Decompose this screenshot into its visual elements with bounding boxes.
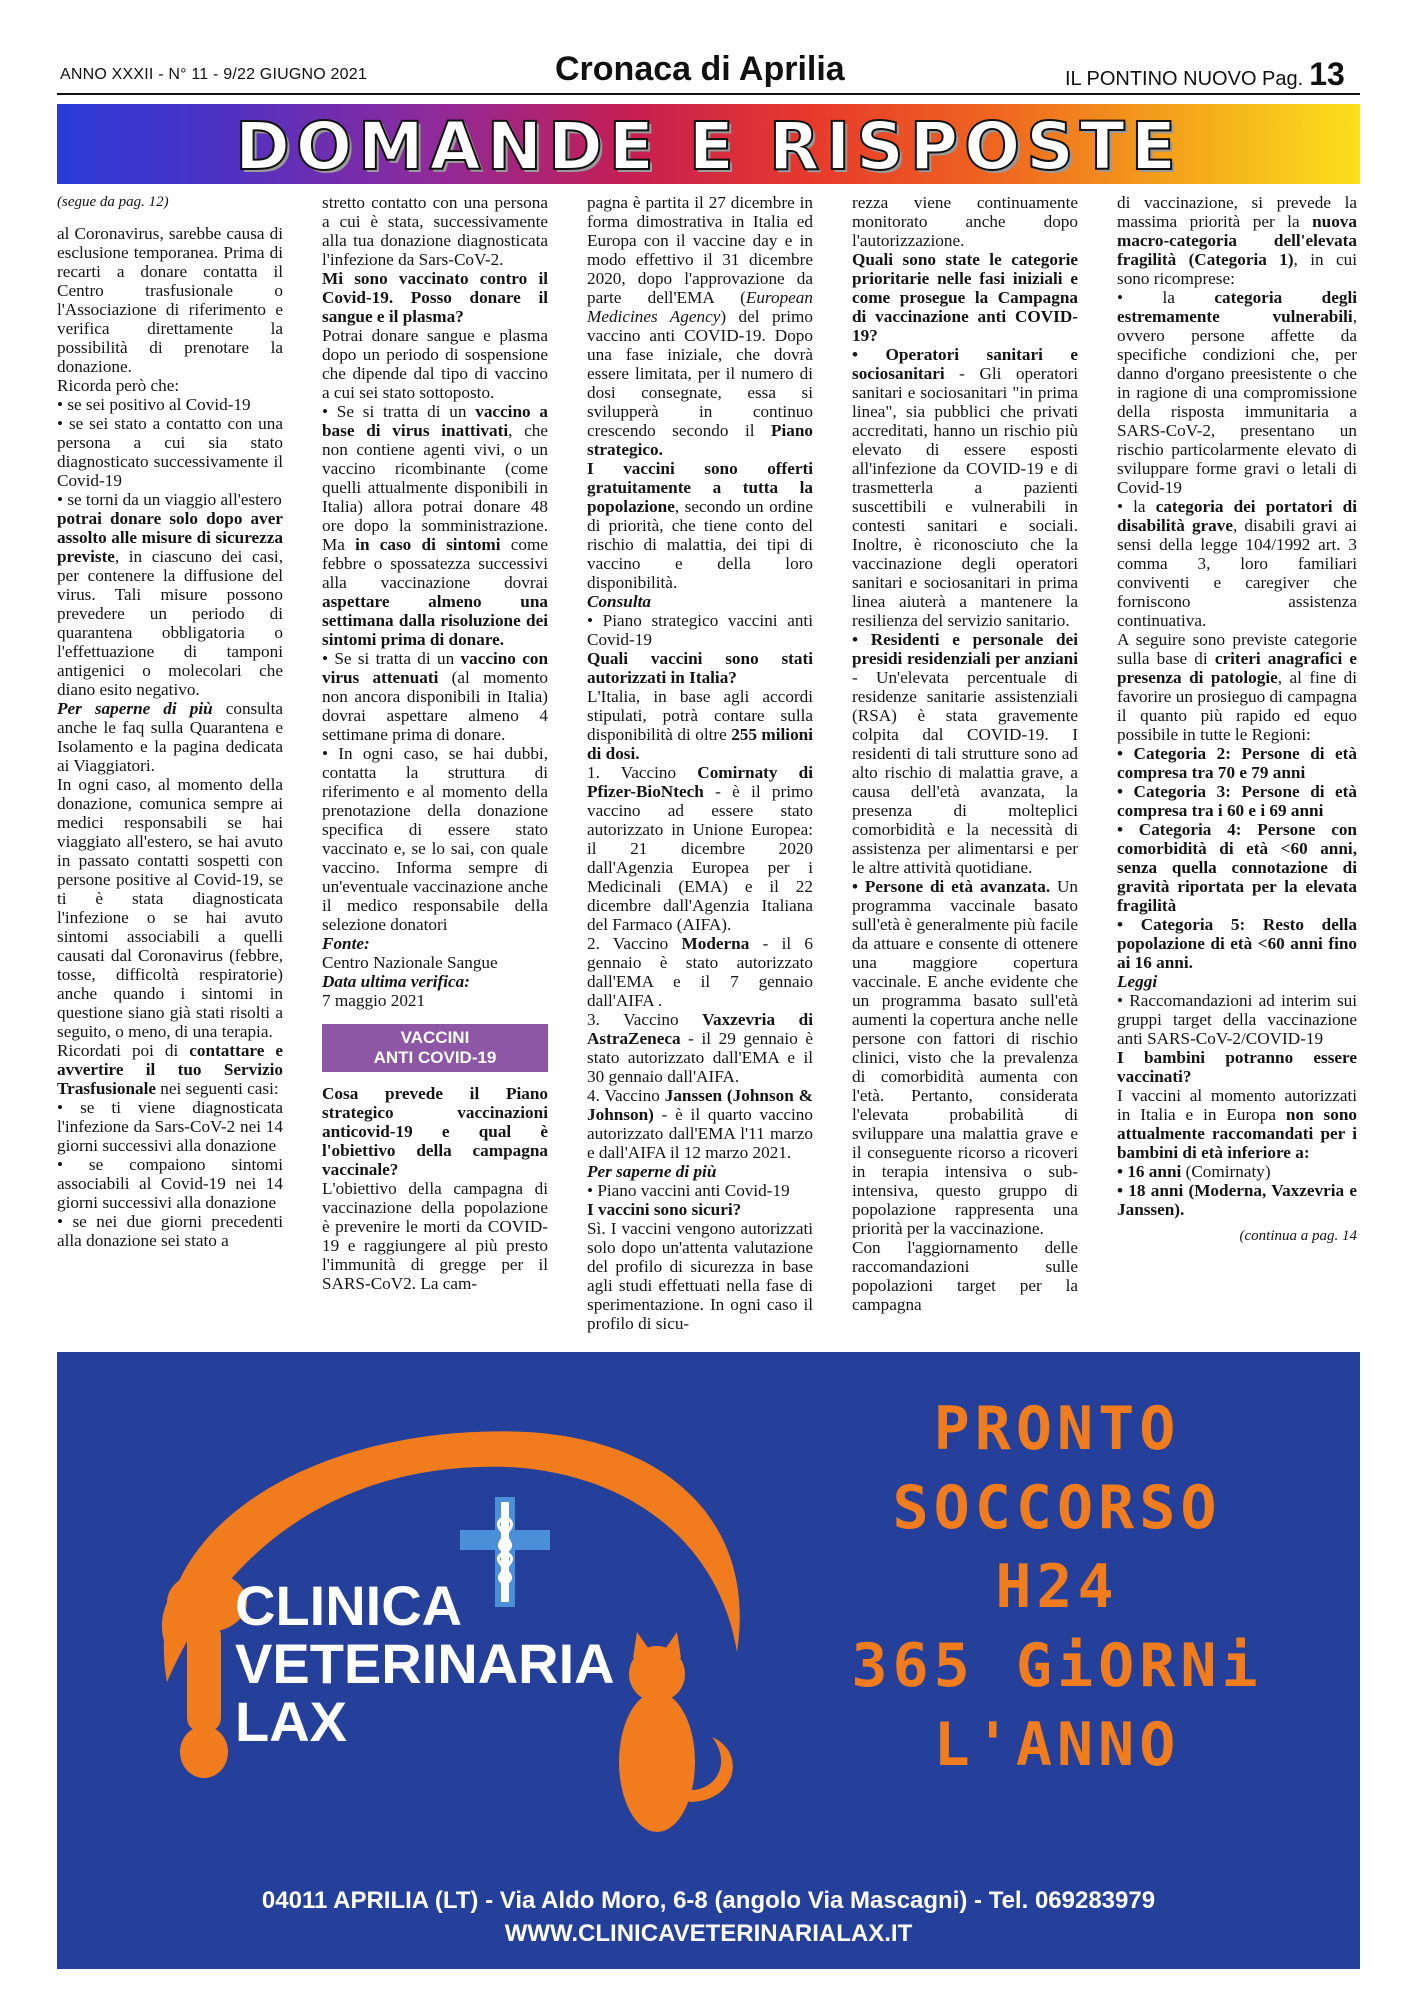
- bold-text: potrai donare solo dopo aver assolto alle misure di sicurezza previste: [57, 509, 283, 566]
- vaccini-section-box: [322, 1024, 548, 1072]
- bullet-item: [1117, 497, 1357, 630]
- text: 4. Vaccino: [587, 1086, 665, 1105]
- bold-text: • 16 anni: [1117, 1162, 1182, 1181]
- text: , in ciascuno dei casi, per contenere la diffusione del virus. Tali misure possono prevedere un periodo di quarantena obbligatoria o l'effettuazione di tamponi antigenici o molecolari che diano esito negativo.: [57, 547, 283, 699]
- category-text: • Categoria 4: Persone con comorbidità di età <60 anni, senza quella connotazione di gravità riportata per la elevata fragilità: [1117, 820, 1357, 915]
- bullet-item: • In ogni caso, se hai dubbi, contatta la struttura di riferimento e al momento della prenotazione della donazione specifica di essere stato vaccinato e, se lo sai, con quale vaccino. Informa sempre di un'eventuale vaccinazione anche il medico responsabile della selezione donatori: [322, 744, 548, 934]
- clinic-website[interactable]: WWW.CLINICAVETERINARIALAX.IT: [504, 1920, 913, 1947]
- text: 3. Vaccino: [587, 1010, 703, 1029]
- paragraph: [587, 687, 813, 763]
- bullet-item: [322, 402, 548, 649]
- text: , ovvero persone affette da specifiche condizioni che, per danno d'organo preesistente o che in ragione di una compromissione della risposta immunitaria a SARS-CoV-2, presentano un rischio particolarmente elevato di sviluppare forme gravi o letali di Covid-19: [1117, 307, 1357, 497]
- bold-text: aspettare almeno una settimana dalla risoluzione dei sintomi prima di donare.: [322, 592, 548, 649]
- bold-text: • Operatori sanitari e sociosanitari: [852, 345, 1078, 383]
- text: - il 29 gennaio è stato autorizzato dall'EMA e il 30 gennaio dall'AIFA.: [587, 1029, 813, 1086]
- bold-text: nuova macro-categoria dell'elevata fragilità (Categoria 1): [1117, 212, 1357, 269]
- text: , che non contiene agenti vivi, o un vaccino ricombinante (come quelli attualmente disponibili in Italia) allora potrai donare 48 ore dopo la somministrazione. Ma: [322, 421, 548, 554]
- bold-text: Piano strategico.: [587, 421, 813, 459]
- article-column-5: [1117, 193, 1357, 1246]
- bold-text: I vaccini sono offerti gratuitamente a tutta la popolazione: [587, 459, 813, 516]
- question-text: Cosa prevede il Piano strategico vaccinazioni anticovid-19 e qual è l'obiettivo della campagna vaccinale?: [322, 1084, 548, 1179]
- paragraph: stretto contatto con una persona a cui è stata, successivamente alla tua donazione diagnosticata l'infezione da Sars-CoV-2.: [322, 193, 548, 269]
- bold-text: 255 milioni di dosi.: [587, 725, 813, 763]
- article-column-1: [57, 193, 283, 1250]
- paragraph: [1117, 630, 1357, 744]
- paper-name-text: IL PONTINO NUOVO Pag.: [1065, 68, 1304, 90]
- issue-info: ANNO XXXII - N° 11 - 9/22 GIUGNO 2021: [60, 66, 367, 83]
- text: (Comirnaty): [1181, 1162, 1271, 1181]
- list-item: [587, 1086, 813, 1162]
- bullet-item: [852, 630, 1078, 877]
- paragraph: [57, 699, 283, 775]
- question-text: I vaccini sono sicuri?: [587, 1200, 742, 1219]
- text: , disabili gravi ai sensi della legge 104/1992 art. 3 comma 3, loro familiari conviventi e caregiver che forniscono assistenza continuativa.: [1117, 516, 1358, 630]
- paragraph: al Coronavirus, sarebbe causa di esclusione temporanea. Prima di recarti a donare contatta il Centro trasfusionale o l'Associazione di riferimento e verifica direttamente la possibilità di prenotare la donazione.: [57, 224, 283, 376]
- text: - è il quarto vaccino autorizzato dall'EMA l'11 marzo e dall'AIFA il 12 marzo 2021.: [587, 1105, 813, 1162]
- text: - Un'elevata percentuale di residenze sanitarie assistenziali (RSA) è stata gravemente colpita dal COVID-19. I residenti di tali strutture sono ad alto rischio di malattia grave, a causa dell'età avanzata, la presenza di molteplici comorbidità e la necessità di assistenza per alimentarsi e per le altre attività quotidiane.: [852, 668, 1078, 877]
- source-label: [322, 934, 548, 953]
- question-heading: [322, 269, 548, 326]
- bold-text: vaccino a base di virus inattivati: [322, 402, 548, 440]
- bold-text: criteri anagrafici e presenza di patologie: [1117, 649, 1357, 687]
- bullet-item: • Raccomandazioni ad interim sui gruppi target della vaccinazione anti SARS-CoV-2/COVID-19: [1117, 991, 1357, 1048]
- bold-text: categoria dei portatori di disabilità grave: [1117, 497, 1357, 535]
- bullet-item: • se sei stato a contatto con una persona a cui sia stato diagnosticato successivamente il Covid-19: [57, 414, 283, 490]
- paragraph: Sì. I vaccini vengono autorizzati solo dopo un'attenta valutazione del profilo di sicurezza in base agli studi effettuati nella fase di sperimentazione. In ogni caso il profilo di sicu-: [587, 1219, 813, 1333]
- subheading: [587, 592, 813, 611]
- question-text: Quali vaccini sono stati autorizzati in Italia?: [587, 649, 813, 687]
- source-label-text: Fonte:: [322, 934, 370, 953]
- bold-text: Comirnaty di Pfizer-BioNtech: [587, 763, 814, 801]
- bullet-item: [852, 345, 1078, 630]
- banner-title: DOMANDE E RISPOSTE: [235, 108, 1182, 185]
- text: Un programma vaccinale basato sull'età è generalmente più facile da attuare e consente di ottenere una maggiore copertura vaccinale. E anche evidente che un programma basato sull'età aumenti la copertura anche nelle persone con fattori di rischio clinici, visto che la prevalenza di comorbidità aumenta con l'età. Pertanto, considerata l'elevata probabilità di sviluppare una malattia grave e il conseguente ricorso a ricoveri in terapia intensiva o sub-intensiva, questo gruppo di popolazione rappresenta una priorità per la vaccinazione.: [852, 877, 1079, 1238]
- clinic-name-line: VETERINARIA: [235, 1632, 615, 1695]
- category-text: • Categoria 3: Persone di età compresa tra i 60 e i 69 anni: [1117, 782, 1357, 820]
- bold-text: vaccino con virus attenuati: [322, 649, 548, 687]
- paragraph: [1117, 193, 1357, 288]
- question-text: I bambini potranno essere vaccinati?: [1117, 1048, 1357, 1086]
- bullet-item: • se compaiono sintomi associabili al Covid-19 nei 14 giorni successivi alla donazione: [57, 1155, 283, 1212]
- paragraph: Con l'aggiornamento delle raccomandazioni sulle popolazioni target per la campagna: [852, 1238, 1078, 1314]
- text: , al fine di favorire un prosieguo di campagna il quanto più rapido ed equo possibile in tutte le Regioni:: [1117, 668, 1357, 744]
- cat-silhouette-icon: [619, 1632, 733, 1832]
- paragraph: [57, 1041, 283, 1098]
- clinic-address: 04011 APRILIA (LT) - Via Aldo Moro, 6-8 (angolo Via Mascagni) - Tel. 069283979: [261, 1887, 1156, 1914]
- bold-text: • Residenti e personale dei presidi residenziali per anziani: [852, 630, 1078, 668]
- vet-clinic-advertisement: [57, 1352, 1360, 1969]
- bold-text: in caso di sintomi: [355, 535, 501, 554]
- bold-text: • Persone di età avanzata.: [852, 877, 1051, 896]
- bold-text: non sono attualmente raccomandati per i bambini di età inferiore a:: [1117, 1105, 1357, 1162]
- category-item: [1117, 744, 1357, 782]
- subheading-text: Consulta: [587, 592, 652, 611]
- box-line-2: ANTI COVID-19: [373, 1048, 497, 1067]
- bullet-item: [1117, 288, 1357, 497]
- text: pagna è partita il 27 dicembre in forma dimostrativa in Italia ed Europa con il vaccine day e in modo effettivo il 31 dicembre 2020, dopo l'approvazione da parte dell'EMA (: [587, 193, 813, 307]
- text: ) del primo vaccino anti COVID-19. Dopo una fase iniziale, che dovrà essere limitata, per il numero di dosi consegnate, essa si svilupperà in continuo crescendo secondo il: [587, 307, 813, 440]
- section-title: Cronaca di Aprilia: [555, 50, 845, 88]
- question-heading: [852, 250, 1078, 345]
- text: 1. Vaccino: [587, 763, 698, 782]
- question-heading: [1117, 1048, 1357, 1086]
- text: (al momento non ancora disponibili in Italia) dovrai aspettare almeno 4 settimane prima di donare.: [322, 668, 548, 744]
- list-item: [587, 763, 813, 934]
- bold-text: contattare e avvertire il tuo Servizio Trasfusionale: [57, 1041, 283, 1098]
- bullet-item: • se nei due giorni precedenti alla donazione sei stato a: [57, 1212, 283, 1250]
- subheading-text: Leggi: [1117, 972, 1158, 991]
- list-item: [587, 1010, 813, 1086]
- category-item: [1117, 915, 1357, 972]
- paragraph: Potrai donare sangue e plasma dopo un periodo di sospensione che dipende dal tipo di vaccino a cui sei stato sottoposto.: [322, 326, 548, 402]
- verified-label: [322, 972, 548, 991]
- continued-from: (segue da pag. 12): [57, 194, 169, 210]
- section-banner: [57, 104, 1360, 184]
- text: consulta anche le faq sulla Quarantena e Isolamento e la pagina dedicata ai Viaggiatori.: [57, 699, 284, 775]
- list-item: [587, 934, 813, 1010]
- bullet-item: [1117, 1162, 1357, 1181]
- slogan-line: 365 GiORNi: [851, 1631, 1263, 1701]
- question-heading: [322, 1084, 548, 1179]
- slogan-line: H24: [995, 1552, 1119, 1622]
- paragraph: rezza viene continuamente monitorato anche dopo l'autorizzazione.: [852, 193, 1078, 250]
- question-heading: [587, 649, 813, 687]
- bold-text: Janssen (Johnson & Johnson): [587, 1086, 813, 1124]
- slogan-line: PRONTO: [933, 1394, 1181, 1464]
- text: Ricordati poi di: [57, 1041, 190, 1060]
- header-divider: [57, 93, 1360, 95]
- paragraph: [57, 509, 283, 699]
- text: • Se si tratta di un: [322, 402, 476, 421]
- bullet-item: • Piano strategico vaccini anti Covid-19: [587, 611, 813, 649]
- question-text: Quali sono state le categorie prioritarie nelle fasi iniziali e come prosegue la Campagna di vaccinazione anti COVID-19?: [852, 250, 1078, 345]
- text: • Se si tratta di un: [322, 649, 461, 668]
- bold-text: • 18 anni (Moderna, Vaxzevria e Janssen).: [1117, 1181, 1357, 1219]
- bold-text: Moderna: [681, 934, 750, 953]
- bullet-item: • se ti viene diagnosticata l'infezione da Sars-CoV-2 nei 14 giorni successivi alla donazione: [57, 1098, 283, 1155]
- verified-date: 7 maggio 2021: [322, 991, 426, 1010]
- page-number: 13: [1309, 56, 1345, 92]
- article-column-3: [587, 193, 813, 1333]
- bullet-item: • se sei positivo al Covid-19: [57, 395, 251, 414]
- paper-name: [1065, 56, 1345, 93]
- source-value: Centro Nazionale Sangue: [322, 953, 498, 972]
- emergency-slogan: [777, 1390, 1337, 1785]
- question-text: Mi sono vaccinato contro il Covid-19. Posso donare il sangue e il plasma?: [322, 269, 548, 326]
- text: A seguire sono previste categorie sulla base di: [1117, 630, 1357, 668]
- bold-text: categoria degli estremamente vulnerabili: [1117, 288, 1358, 326]
- box-line-1: VACCINI: [400, 1028, 470, 1047]
- bullet-item: [322, 649, 548, 744]
- italic-text: European Medicines Agency: [587, 288, 813, 326]
- text: 2. Vaccino: [587, 934, 682, 953]
- category-text: • Categoria 2: Persone di età compresa tra 70 e 79 anni: [1117, 744, 1357, 782]
- category-text: • Categoria 5: Resto della popolazione di età <60 anni fino ai 16 anni.: [1117, 915, 1357, 972]
- article-column-2: [322, 193, 548, 1293]
- slogan-line: SOCCORSO: [892, 1473, 1222, 1543]
- clinic-name-line: CLINICA: [235, 1574, 463, 1637]
- question-heading: [587, 1200, 813, 1219]
- paragraph: [587, 193, 813, 459]
- subheading: [587, 1162, 813, 1181]
- text: , secondo un ordine di priorità, che tiene conto del rischio di malattia, dei tipi di vaccino e della loro disponibilità.: [587, 497, 813, 592]
- bullet-item: • Piano vaccini anti Covid-19: [587, 1181, 790, 1200]
- text: come febbre o spossatezza successivi alla vaccinazione dovrai: [322, 535, 548, 592]
- paragraph: [1117, 1086, 1357, 1162]
- paragraph: Ricorda però che:: [57, 376, 180, 395]
- text: di vaccinazione, si prevede la massima priorità per la: [1117, 193, 1357, 231]
- slogan-line: L'ANNO: [933, 1710, 1181, 1780]
- bold-text: Vaxzevria di AstraZeneca: [587, 1010, 813, 1048]
- paragraph: [587, 459, 813, 592]
- text: • la: [1117, 288, 1215, 307]
- text: I vaccini al momento autorizzati in Italia e in Europa: [1117, 1086, 1357, 1124]
- continued-on: (continua a pag. 14: [1239, 1228, 1357, 1244]
- bullet-item: [852, 877, 1078, 1238]
- article-column-4: [852, 193, 1078, 1314]
- text: - è il primo vaccino ad essere stato autorizzato in Unione Europea: il 21 dicembre 2020 dall'Agenzia Europea per i Medicinali (EMA) e il 22 dicembre dall'Agenzia Italiana del Farmaco (AIFA).: [587, 782, 813, 934]
- bullet-item: • se torni da un viaggio all'estero: [57, 490, 282, 509]
- clinic-name-line: LAX: [235, 1690, 347, 1753]
- text: • la: [1117, 497, 1156, 516]
- bullet-item: [1117, 1181, 1357, 1219]
- text: nei seguenti casi:: [156, 1079, 279, 1098]
- text: , in cui sono ricomprese:: [1117, 250, 1357, 288]
- category-item: [1117, 782, 1357, 820]
- category-item: [1117, 820, 1357, 915]
- subheading: [1117, 972, 1357, 991]
- verified-label-text: Data ultima verifica:: [322, 972, 470, 991]
- text: L'Italia, in base agli accordi stipulati, potrà contare sulla disponibilità di oltre: [587, 687, 813, 744]
- bold-italic-text: Per saperne di più: [57, 699, 213, 718]
- text: - Gli operatori sanitari e sociosanitari "in prima linea", sia pubblici che privati accreditati, hanno un rischio più elevato di essere esposti all'infezione da COVID-19 e di trasmetterla a pazienti suscettibili e vulnerabili in contesti sanitari e sociali. Inoltre, è riconosciuto che la vaccinazione degli operatori sanitari e sociosanitari in prima linea aiuterà a mantenere la resilienza del servizio sanitario.: [852, 364, 1078, 630]
- text: - il 6 gennaio è stato autorizzato dall'EMA e il 7 gennaio dall'AIFA .: [587, 934, 813, 1010]
- paragraph: In ogni caso, al momento della donazione, comunica sempre ai medici responsabili se hai viaggiato all'estero, se hai avuto in passato contatti sospetti con persone positive al Covid-19, se ti è stata diagnosticata l'infezione o se hai avuto sintomi associabili a quelli causati dal Coronavirus (febbre, tosse, difficoltà respiratorie) anche quando i sintomi in questione siano già stati risolti a seguito, o meno, di una terapia.: [57, 775, 283, 1041]
- paragraph: L'obiettivo della campagna di vaccinazione della popolazione è prevenire le morti da COVID-19 e raggiungere al più presto l'immunità di gregge per il SARS-CoV2. La cam-: [322, 1179, 548, 1293]
- subheading-text: Per saperne di più: [587, 1162, 717, 1181]
- clinic-name: [235, 1574, 615, 1753]
